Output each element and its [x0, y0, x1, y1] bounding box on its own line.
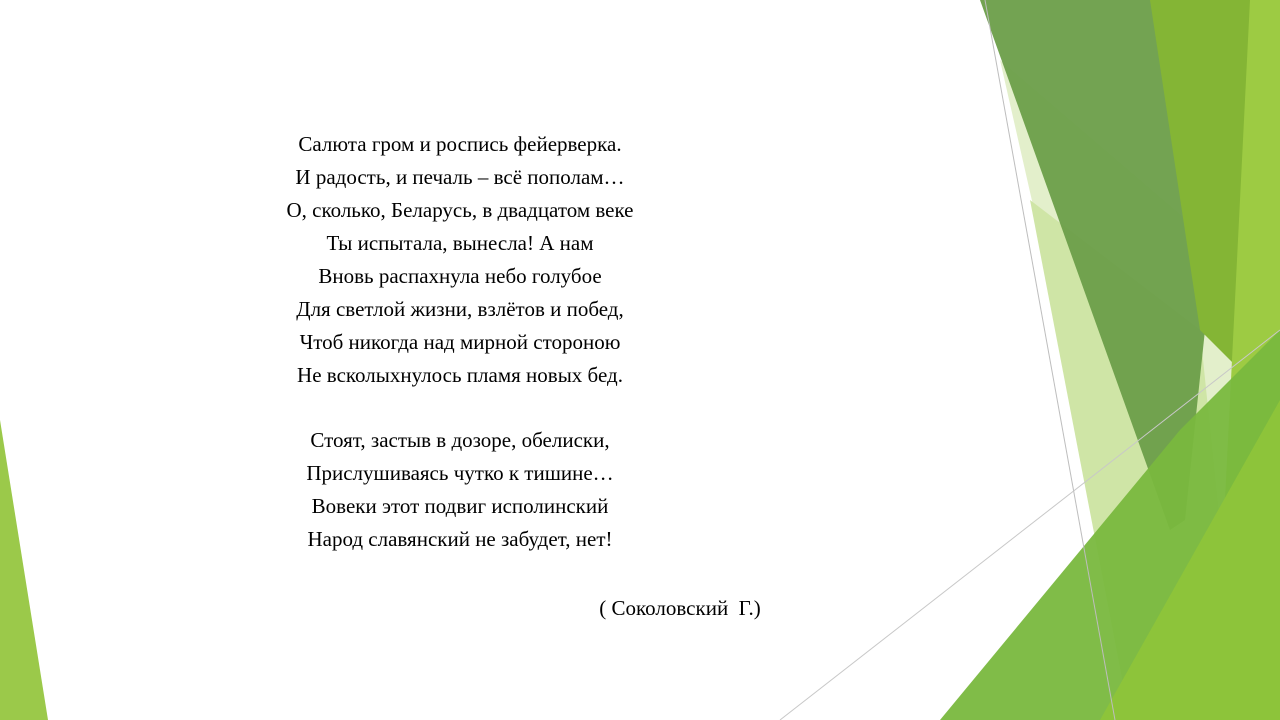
- poem-line: Вовеки этот подвиг исполинский: [311, 494, 609, 518]
- stanza-gap: [160, 392, 760, 424]
- poem-line: Народ славянский не забудет, нет!: [307, 527, 613, 551]
- poem: [160, 128, 760, 556]
- poem-line: Стоят, застыв в дозоре, обелиски,: [310, 428, 610, 452]
- poem-line: Чтоб никогда над мирной стороною: [299, 330, 621, 354]
- poem-line: И радость, и печаль – всё пополам…: [295, 165, 625, 189]
- poem-line: Для светлой жизни, взлётов и побед,: [296, 297, 624, 321]
- poem-author: ( Соколовский Г.): [599, 596, 761, 620]
- left-green-sliver: [0, 420, 48, 720]
- poem-line: Салюта гром и роспись фейерверка.: [298, 132, 622, 156]
- poem-line: О, сколько, Беларусь, в двадцатом веке: [286, 198, 634, 222]
- poem-line: Вновь распахнула небо голубое: [318, 264, 602, 288]
- poem-line: Прислушиваясь чутко к тишине…: [306, 461, 614, 485]
- poem-line: Ты испытала, вынесла! А нам: [326, 231, 594, 255]
- poem-line: Не всколыхнулось пламя новых бед.: [297, 363, 623, 387]
